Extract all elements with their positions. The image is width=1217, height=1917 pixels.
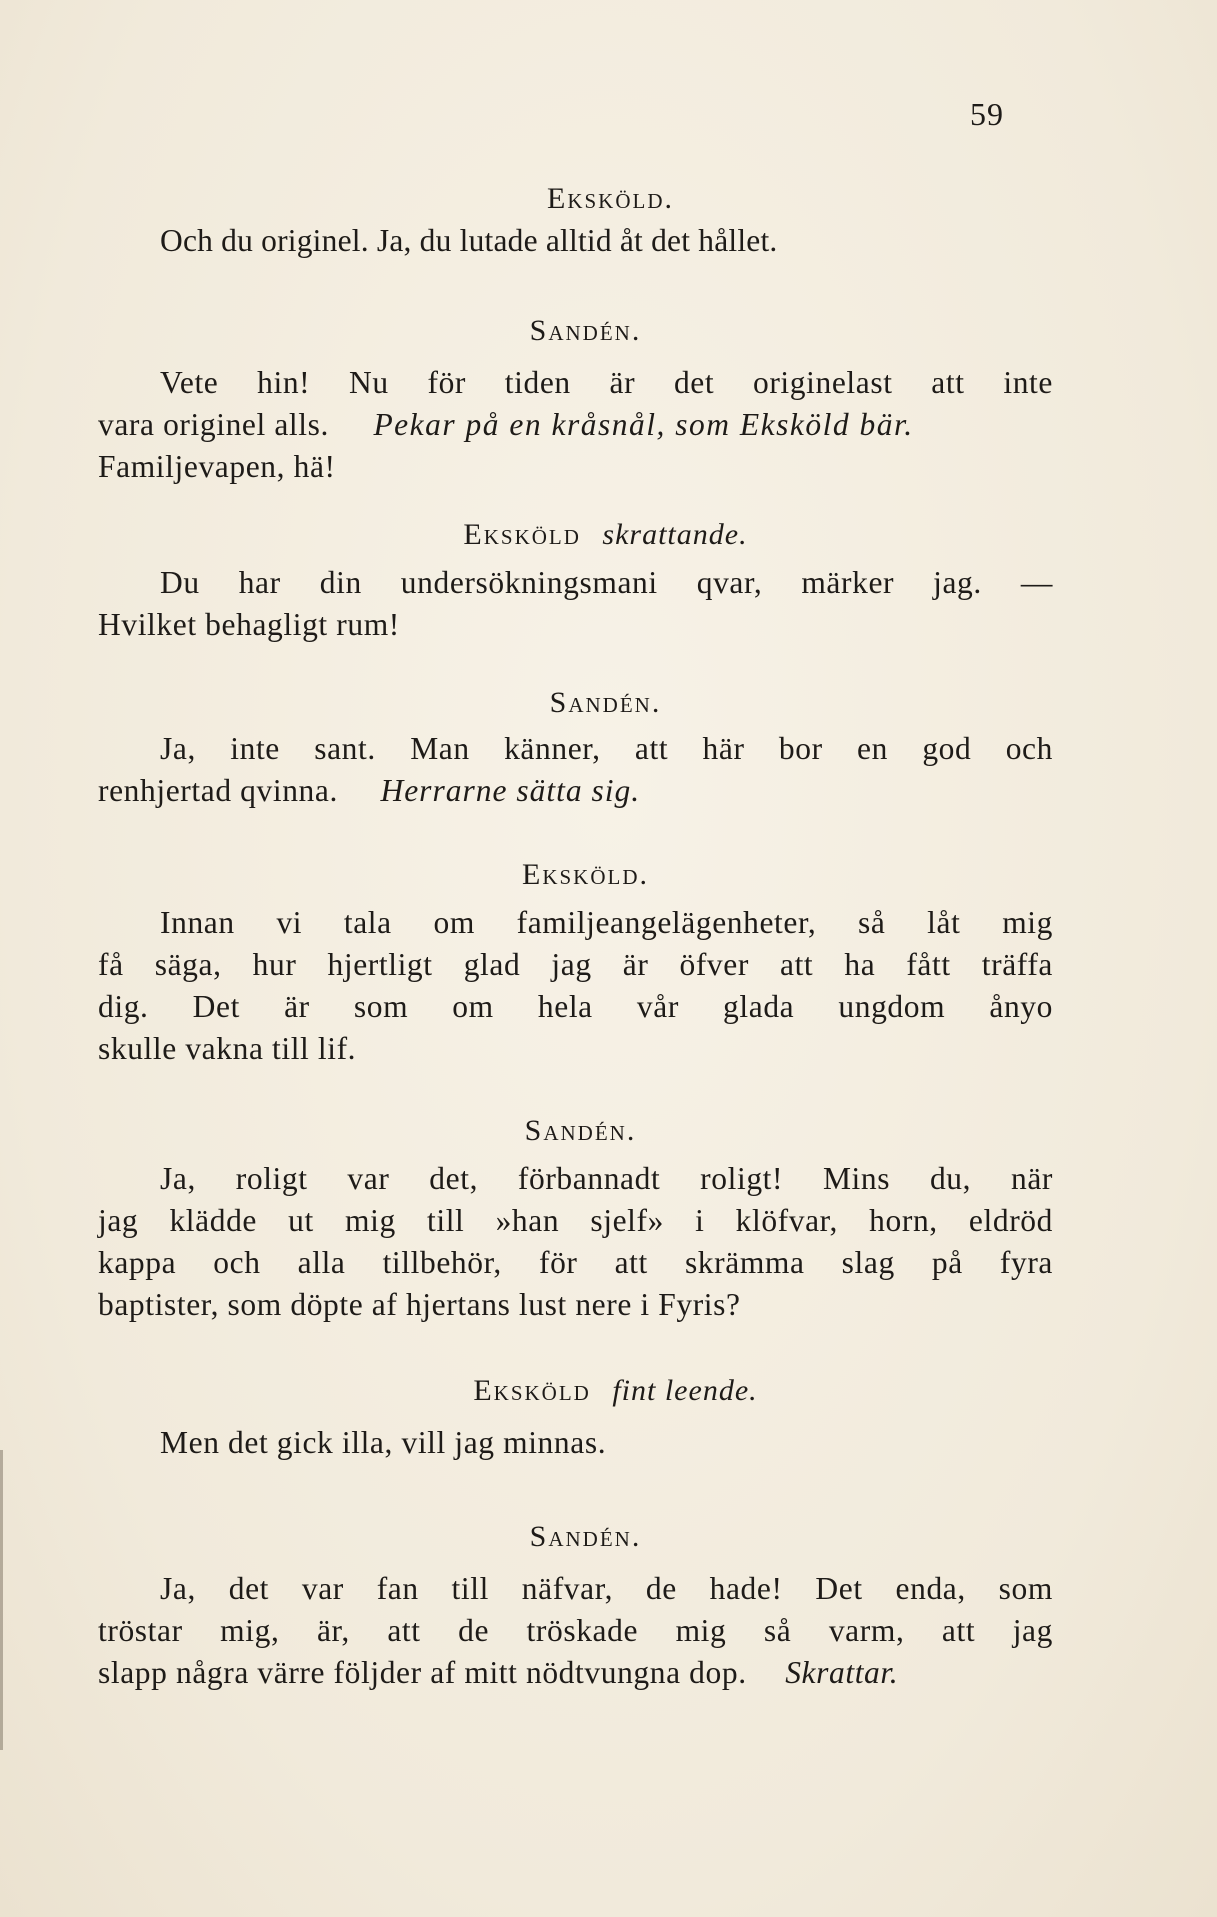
dialogue-line: Hvilket behagligt rum! [98,607,400,642]
speaker-heading [98,682,1053,724]
speaker-direction: skrattande. [602,518,748,551]
dialogue-block [98,854,1053,1070]
dialogue-line: baptister, som döpte af hjertans lust nere i Fyris? [98,1287,741,1322]
dialogue-line: få säga, hur hjertligt glad jag är öfver att ha fått träffa [98,947,1053,982]
speaker-heading [98,1370,1053,1412]
speaker-name: Eksköld. [547,182,674,215]
speaker-heading [98,1110,1053,1152]
speaker-name: Sandén. [549,686,662,719]
page-edge-shadow [0,1450,3,1750]
speaker-name: Eksköld [463,518,581,551]
dialogue-line: Ja, roligt var det, förbannadt roligt! Mins du, när [160,1161,1053,1196]
speaker-heading [98,1516,1053,1558]
dialogue-block [98,514,1053,646]
speaker-name: Eksköld [473,1374,591,1407]
dialogue-block [98,1370,1053,1464]
dialogue-line [98,770,1053,812]
stage-direction: Pekar på en kråsnål, som Eksköld bär. [373,407,914,442]
stage-direction: Herrarne sätta sig. [380,773,641,808]
dialogue-block [98,682,1053,812]
speaker-name: Sandén. [529,1520,642,1553]
dialogue-line: Ja, inte sant. Man känner, att här bor en god och [160,731,1053,766]
dialogue-line: jag klädde ut mig till »han sjelf» i klöfvar, horn, eldröd [98,1203,1053,1238]
dialogue-block [98,178,1053,262]
speaker-heading [98,310,1053,352]
dialogue-line: dig. Det är som om hela vår glada ungdom ånyo [98,989,1053,1024]
dialogue-line: Innan vi tala om familjeangelägenheter, så låt mig [160,905,1053,940]
dialogue-block [98,310,1053,488]
dialogue-line [98,1652,1053,1694]
page-number: 59 [970,96,1004,132]
stage-direction: Skrattar. [785,1655,899,1690]
dialogue-text: renhjertad qvinna. [98,773,338,808]
speaker-name: Sandén. [529,314,642,347]
dialogue-block [98,1110,1053,1326]
speaker-name: Sandén. [524,1114,637,1147]
dialogue-line [98,404,1053,446]
dialogue-block [98,1516,1053,1694]
speaker-heading [98,178,1053,220]
speaker-direction: fint leende. [612,1374,758,1407]
dialogue-text: slapp några värre följder af mitt nödtvungna dop. [98,1655,747,1690]
dialogue-text: vara originel alls. [98,407,329,442]
dialogue-line: Men det gick illa, vill jag minnas. [160,1425,607,1460]
dialogue-line: Vete hin! Nu för tiden är det originelast att inte [160,365,1053,400]
dialogue-line: Familjevapen, hä! [98,449,336,484]
dialogue-line: Du har din undersökningsmani qvar, märker jag. — [160,565,1053,600]
dialogue-line: skulle vakna till lif. [98,1031,357,1066]
speaker-heading [98,514,1053,556]
speaker-heading [98,854,1053,896]
dialogue-line: kappa och alla tillbehör, för att skrämma slag på fyra [98,1245,1053,1280]
dialogue-line: Ja, det var fan till näfvar, de hade! Det enda, som [160,1571,1053,1606]
dialogue-line: Och du originel. Ja, du lutade alltid åt det hållet. [160,223,778,258]
dialogue-line: tröstar mig, är, att de tröskade mig så varm, att jag [98,1613,1053,1648]
speaker-name: Eksköld. [522,858,649,891]
